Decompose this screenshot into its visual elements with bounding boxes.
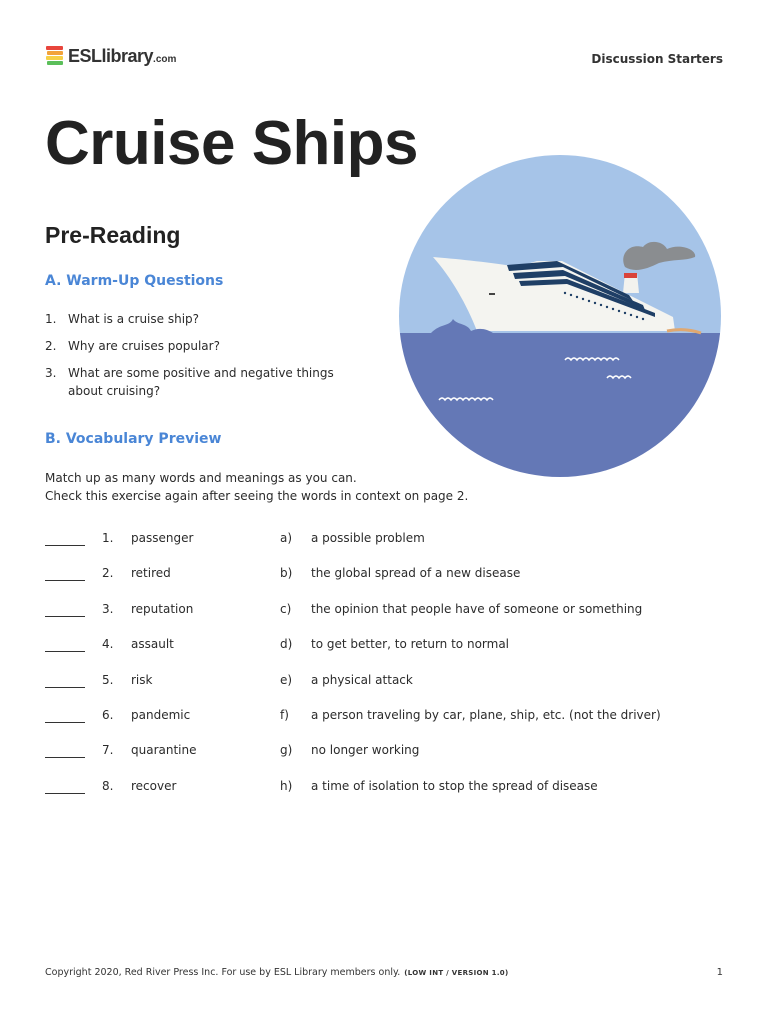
vocab-definition: a person traveling by car, plane, ship, etc. (not the driver) <box>311 707 661 722</box>
vocab-heading: B. Vocabulary Preview <box>45 431 222 447</box>
vocab-word: assault <box>131 637 174 652</box>
answer-blank[interactable] <box>45 545 85 546</box>
vocab-definition: a possible problem <box>311 531 425 545</box>
vocab-definition: a time of isolation to stop the spread of disease <box>311 778 598 793</box>
cruise-ship-illustration <box>397 155 723 481</box>
answer-blank[interactable] <box>45 722 85 723</box>
vocab-definition: the opinion that people have of someone or something <box>311 601 643 616</box>
vocab-definition: the global spread of a new disease <box>311 566 521 581</box>
version-label: (LOW INT / VERSION 1.0) <box>404 969 509 977</box>
books-stack-icon <box>45 44 65 68</box>
answer-blank[interactable] <box>45 687 85 688</box>
answer-blank[interactable] <box>45 616 85 617</box>
vocab-row: 4. assault d) to get better, to return to normal <box>45 635 725 670</box>
section-label: Discussion Starters <box>591 52 723 66</box>
vocab-instructions: Match up as many words and meanings as you can. Check this exercise again after seeing the words in context on page 2. <box>45 471 469 503</box>
vocab-row: 5. risk e) a physical attack <box>45 671 725 706</box>
page-number: 1 <box>716 967 723 978</box>
warmup-question-list <box>45 310 345 409</box>
esl-library-logo[interactable] <box>45 44 176 68</box>
vocab-word: recover <box>131 778 177 793</box>
vocab-word: quarantine <box>131 743 197 758</box>
footer-copyright: Copyright 2020, Red River Press Inc. For use by ESL Library members only. (LOW INT / VERSION 1.0) <box>45 967 509 978</box>
vocab-word: retired <box>131 566 171 581</box>
question-item: 3. What are some positive and negative things about cruising? <box>45 366 334 398</box>
vocab-row: 1. passenger a) a possible problem <box>45 529 725 564</box>
vocab-word: risk <box>131 672 153 687</box>
vocab-word: reputation <box>131 601 194 616</box>
vocab-word: passenger <box>131 531 194 545</box>
vocab-definition: no longer working <box>311 743 420 758</box>
vocab-definition: to get better, to return to normal <box>311 637 510 652</box>
vocab-row: 3. reputation c) the opinion that people have of someone or something <box>45 600 725 635</box>
answer-blank[interactable] <box>45 793 85 794</box>
logo-wordmark: ESLlibrary.com <box>68 45 177 66</box>
answer-blank[interactable] <box>45 651 85 652</box>
answer-blank[interactable] <box>45 757 85 758</box>
vocab-row: 6. pandemic f) a person traveling by car, plane, ship, etc. (not the driver) <box>45 706 725 741</box>
vocab-row: 8. recover h) a time of isolation to stop the spread of disease <box>45 777 725 812</box>
answer-blank[interactable] <box>45 580 85 581</box>
vocab-row: 2. retired b) the global spread of a new disease <box>45 564 725 599</box>
vocab-row: 7. quarantine g) no longer working <box>45 741 725 776</box>
vocab-matching-table <box>45 529 725 812</box>
pre-reading-heading: Pre-Reading <box>45 222 181 248</box>
vocab-definition: a physical attack <box>311 672 413 687</box>
sea <box>397 333 723 477</box>
question-item: 2. Why are cruises popular? <box>45 339 220 353</box>
warmup-heading: A. Warm-Up Questions <box>45 273 224 289</box>
page-title: Cruise Ships <box>45 109 418 178</box>
question-item: 1. What is a cruise ship? <box>45 312 200 326</box>
vocab-word: pandemic <box>131 707 191 722</box>
